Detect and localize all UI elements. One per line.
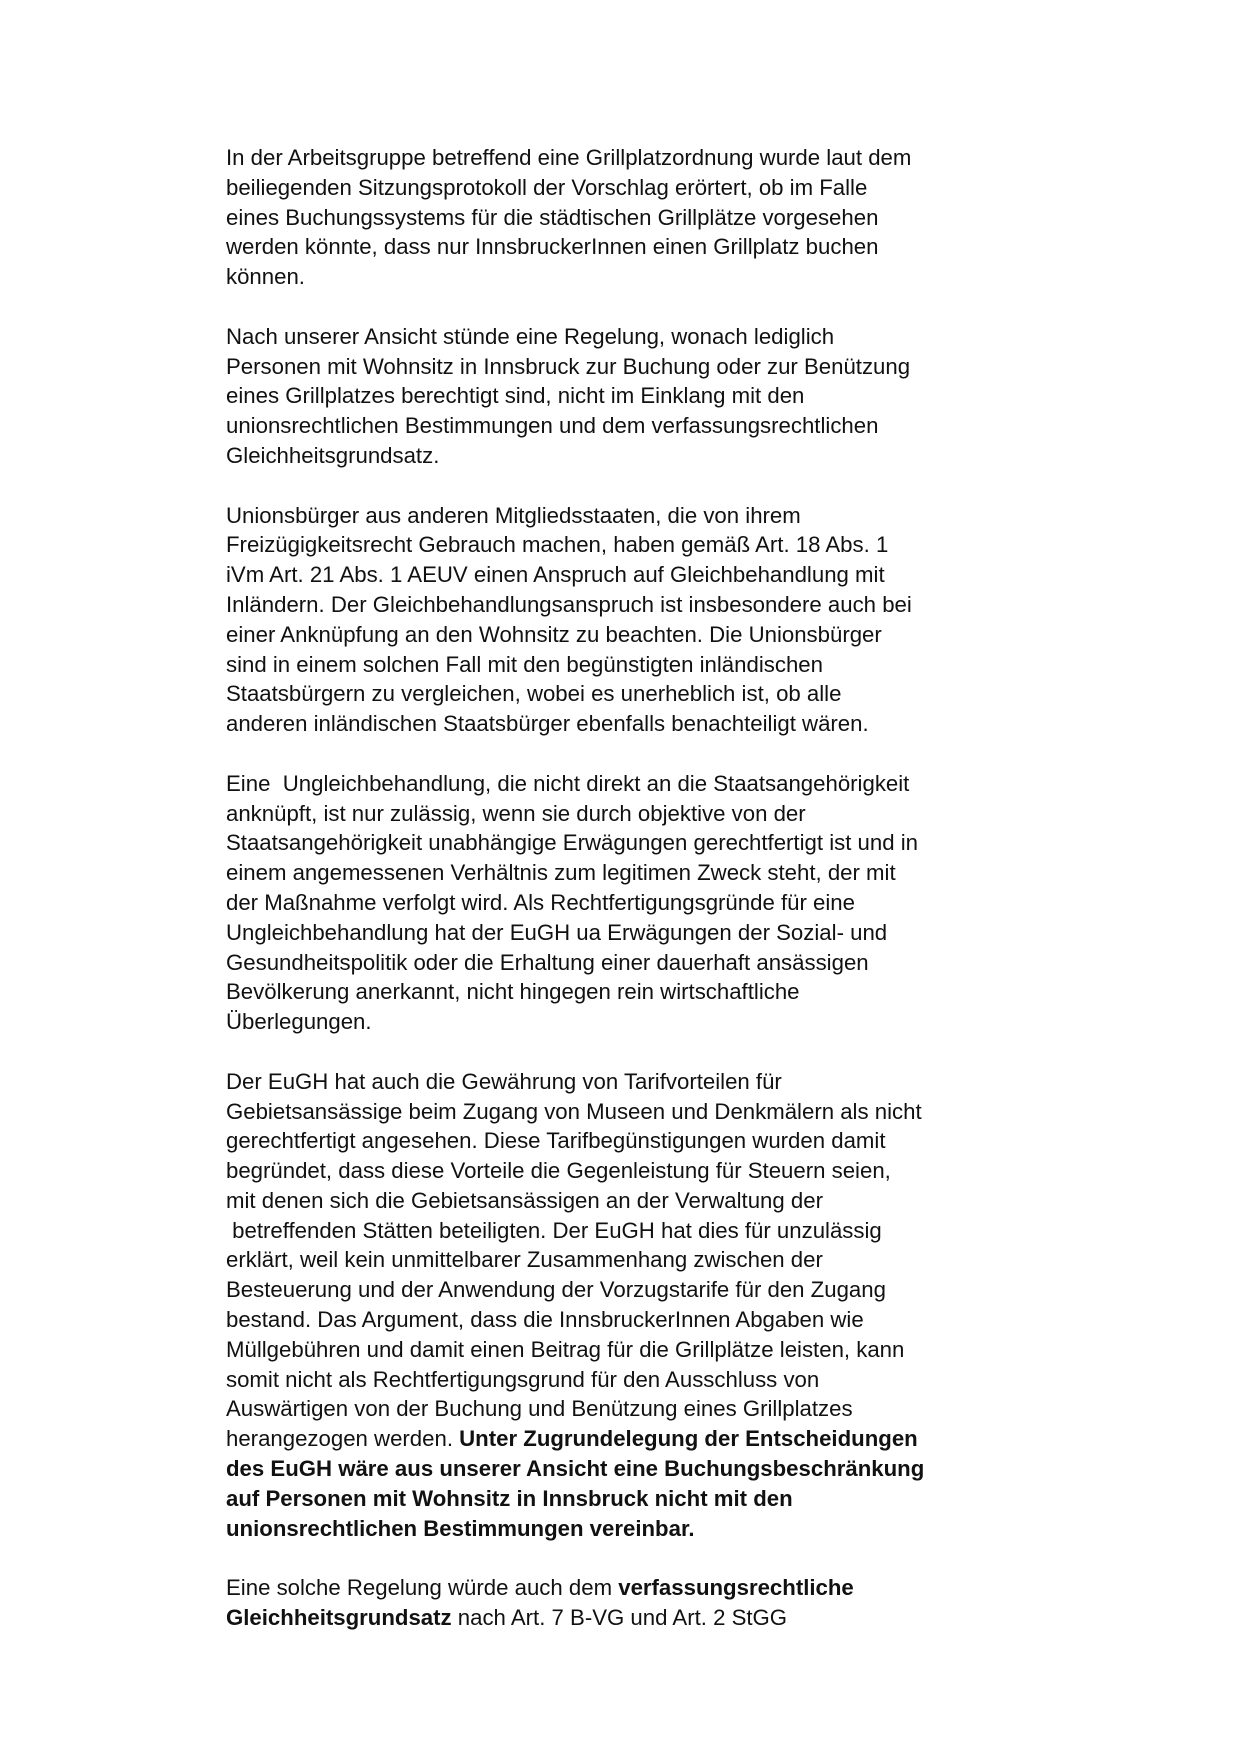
bold-text-span: verfassungsrechtliche [618, 1575, 854, 1601]
bold-text-line: des EuGH wäre aus unserer Ansicht eine Buchungsbeschränkung [226, 1456, 925, 1482]
text-line: mit denen sich die Gebietsansässigen an der Verwaltung der [226, 1187, 823, 1213]
text-line: Auswärtigen von der Buchung und Benützung eines Grillplatzes [226, 1396, 853, 1422]
paragraph-1 [226, 143, 1046, 292]
paragraph-4 [226, 769, 1046, 1037]
bold-text-span: Gleichheitsgrundsatz [226, 1605, 452, 1631]
text-line: Staatsangehörigkeit unabhängige Erwägungen gerechtfertigt ist und in [226, 830, 918, 856]
text-line: Inländern. Der Gleichbehandlungsanspruch ist insbesondere auch bei [226, 591, 912, 617]
text-line: bestand. Das Argument, dass die InnsbruckerInnen Abgaben wie [226, 1307, 864, 1333]
text-line: anknüpft, ist nur zulässig, wenn sie durch objektive von der [226, 800, 806, 826]
text-line: einer Anknüpfung an den Wohnsitz zu beachten. Die Unionsbürger [226, 621, 882, 647]
text-line: beiliegenden Sitzungsprotokoll der Vorschlag erörtert, ob im Falle [226, 174, 868, 200]
text-line: begründet, dass diese Vorteile die Gegenleistung für Steuern seien, [226, 1158, 891, 1184]
text-line: Gebietsansässige beim Zugang von Museen und Denkmälern als nicht [226, 1098, 922, 1124]
mixed-text-line [226, 1424, 1046, 1454]
text-line: Ungleichbehandlung hat der EuGH ua Erwägungen der Sozial- und [226, 919, 888, 945]
text-line: somit nicht als Rechtfertigungsgrund für den Ausschluss von [226, 1366, 820, 1392]
text-line: In der Arbeitsgruppe betreffend eine Grillplatzordnung wurde laut dem [226, 145, 912, 170]
text-line: anderen inländischen Staatsbürger ebenfalls benachteiligt wären. [226, 711, 869, 737]
text-line: der Maßnahme verfolgt wird. Als Rechtfertigungsgründe für eine [226, 889, 855, 915]
text-line: Der EuGH hat auch die Gewährung von Tarifvorteilen für [226, 1068, 782, 1094]
text-line: Bevölkerung anerkannt, nicht hingegen rein wirtschaftliche [226, 979, 800, 1005]
text-line: Überlegungen. [226, 1009, 372, 1035]
text-line: Besteuerung und der Anwendung der Vorzugstarife für den Zugang [226, 1277, 886, 1303]
text-line: iVm Art. 21 Abs. 1 AEUV einen Anspruch auf Gleichbehandlung mit [226, 562, 885, 588]
bold-text-line: auf Personen mit Wohnsitz in Innsbruck nicht mit den [226, 1485, 793, 1511]
text-span: nach Art. 7 B-VG und Art. 2 StGG [451, 1605, 788, 1631]
text-line: erklärt, weil kein unmittelbarer Zusammenhang zwischen der [226, 1247, 823, 1273]
bold-text-line: unionsrechtlichen Bestimmungen vereinbar. [226, 1515, 695, 1541]
text-line: sind in einem solchen Fall mit den begünstigten inländischen [226, 651, 823, 677]
text-line: Staatsbürgern zu vergleichen, wobei es unerheblich ist, ob alle [226, 681, 842, 707]
text-line: Freizügigkeitsrecht Gebrauch machen, haben gemäß Art. 18 Abs. 1 [226, 532, 889, 558]
text-line: Unionsbürger aus anderen Mitgliedsstaaten, die von ihrem [226, 502, 801, 528]
text-line: einem angemessenen Verhältnis zum legitimen Zweck steht, der mit [226, 860, 896, 886]
text-span: Eine solche Regelung würde auch dem [226, 1575, 619, 1601]
paragraph-2 [226, 322, 1046, 471]
text-line: können. [226, 264, 305, 290]
paragraph-3 [226, 501, 1046, 739]
text-line: gerechtfertigt angesehen. Diese Tarifbegünstigungen wurden damit [226, 1128, 886, 1154]
text-span: herangezogen werden. [226, 1426, 460, 1452]
text-line: Müllgebühren und damit einen Beitrag für die Grillplätze leisten, kann [226, 1336, 905, 1362]
text-line: eines Buchungssystems für die städtischen Grillplätze vorgesehen [226, 204, 879, 230]
paragraph-5 [226, 1067, 1046, 1544]
text-line: betreffenden Stätten beteiligten. Der EuGH hat dies für unzulässig [226, 1217, 882, 1243]
bold-text-span: Unter Zugrundelegung der Entscheidungen [459, 1426, 918, 1452]
mixed-text-line [226, 1573, 1046, 1603]
document-body [226, 143, 1046, 1663]
text-line: Nach unserer Ansicht stünde eine Regelung, wonach lediglich [226, 323, 835, 349]
text-line: werden könnte, dass nur InnsbruckerInnen einen Grillplatz buchen [226, 234, 879, 260]
text-line: unionsrechtlichen Bestimmungen und dem verfassungsrechtlichen [226, 413, 879, 439]
text-line: Eine Ungleichbehandlung, die nicht direkt an die Staatsangehörigkeit [226, 770, 910, 796]
text-line: eines Grillplatzes berechtigt sind, nicht im Einklang mit den [226, 383, 805, 409]
text-line: Gesundheitspolitik oder die Erhaltung einer dauerhaft ansässigen [226, 949, 869, 975]
text-line: Personen mit Wohnsitz in Innsbruck zur Buchung oder zur Benützung [226, 353, 911, 379]
paragraph-6 [226, 1573, 1046, 1633]
text-line: Gleichheitsgrundsatz. [226, 442, 440, 468]
mixed-text-line [226, 1603, 1046, 1633]
